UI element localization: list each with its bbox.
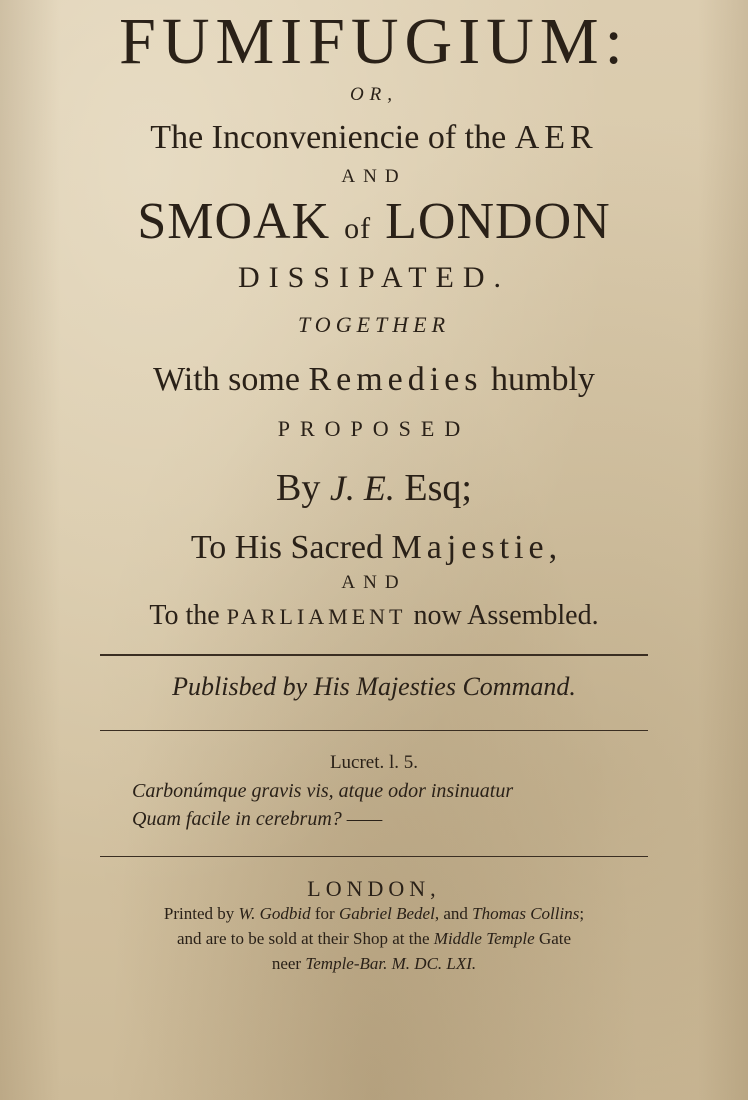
and-line-2: AND bbox=[341, 572, 407, 593]
imprint-date: M. DC. LXI. bbox=[387, 954, 477, 973]
lucretius-citation: Lucret. l. 5. bbox=[329, 752, 419, 773]
together-line: TOGETHER bbox=[297, 312, 451, 337]
imprint-city: LONDON, bbox=[307, 876, 441, 901]
author-esq: Esq; bbox=[394, 467, 472, 509]
parliament-post: now Assembled. bbox=[406, 600, 599, 631]
quotation-line-2: Quam facile in cerebrum? —— bbox=[132, 808, 383, 830]
and-line-1: AND bbox=[341, 166, 407, 187]
imprint-and: , and bbox=[434, 904, 473, 923]
imprint-printed-by: Printed by bbox=[163, 904, 239, 923]
majestie-pre: To His Sacred bbox=[190, 529, 392, 566]
imprint-middle-temple: Middle Temple bbox=[433, 929, 535, 948]
quotation-line-1: Carbonúmque gravis vis, atque odor insinuatur bbox=[132, 780, 514, 802]
imprint-printer: W. Godbid bbox=[238, 904, 311, 923]
author-by: By bbox=[276, 467, 330, 509]
imprint-line-3 bbox=[0, 952, 748, 976]
imprint-neer: neer bbox=[271, 954, 306, 973]
parliament-pre: To the bbox=[149, 600, 227, 631]
majestie-line bbox=[0, 524, 748, 572]
remedies-word: Remedies bbox=[308, 361, 483, 398]
rule-divider-3 bbox=[100, 856, 648, 857]
rule-divider-1 bbox=[100, 654, 648, 656]
imprint-gate: Gate bbox=[534, 929, 572, 948]
imprint-bookseller-2: Thomas Collins bbox=[472, 904, 580, 923]
author-initials: J. E. bbox=[329, 468, 395, 508]
book-title: FUMIFUGIUM: bbox=[119, 5, 629, 78]
of-word: of bbox=[344, 212, 372, 245]
dissipated-line: DISSIPATED. bbox=[237, 261, 511, 294]
smoak-of-london bbox=[0, 188, 748, 263]
smoak-word: SMOAK bbox=[137, 193, 345, 250]
parliament-line bbox=[0, 594, 748, 639]
imprint-for: for bbox=[310, 904, 339, 923]
or-line: OR, bbox=[349, 84, 399, 105]
remedies-line bbox=[0, 356, 748, 404]
subtitle-aer: AER bbox=[514, 119, 598, 156]
majestie-word: Majestie bbox=[391, 529, 549, 566]
remedies-pre: With some bbox=[153, 361, 309, 398]
imprint-temple-bar: Temple-Bar. bbox=[305, 954, 388, 973]
imprint-sold-at: and are to be sold at their Shop at the bbox=[176, 929, 434, 948]
published-line: Publisbed by His Majesties Command. bbox=[172, 672, 576, 701]
imprint-semicolon: ; bbox=[579, 904, 585, 923]
majestie-post: , bbox=[548, 529, 558, 566]
imprint-line-2 bbox=[0, 927, 748, 951]
subtitle-inconveniencie bbox=[0, 116, 748, 160]
subtitle-inconveniencie-text: The Inconveniencie of the bbox=[150, 119, 515, 156]
remedies-post: humbly bbox=[482, 361, 595, 398]
author-line bbox=[0, 462, 748, 514]
imprint-line-1 bbox=[0, 902, 748, 926]
imprint-bookseller-1: Gabriel Bedel bbox=[338, 904, 435, 923]
parliament-word: PARLIAMENT bbox=[226, 604, 407, 629]
proposed-line: PROPOSED bbox=[277, 416, 471, 441]
london-word: LONDON bbox=[371, 193, 611, 250]
rule-divider-2 bbox=[100, 730, 648, 731]
